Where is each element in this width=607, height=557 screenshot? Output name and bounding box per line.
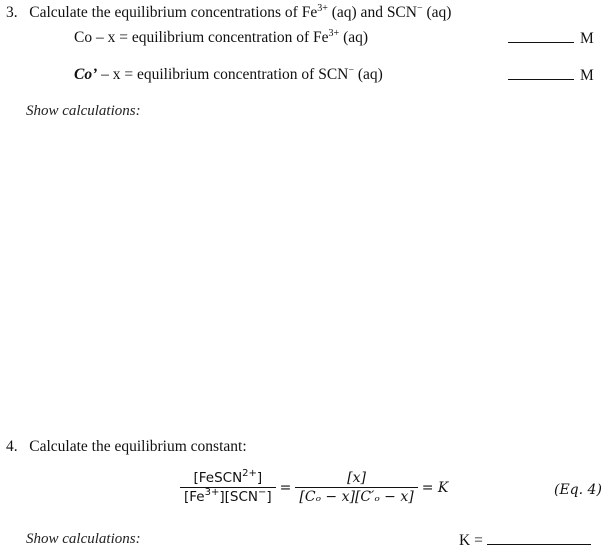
scn-unit: M xyxy=(580,67,594,84)
k-answer-blank[interactable] xyxy=(487,531,591,545)
fraction-denominator: $[Fe^{3+}][SCN^-]$ xyxy=(180,487,276,505)
fe-charge: 3+ xyxy=(317,3,328,14)
concentration-fraction xyxy=(180,470,276,505)
x-fraction xyxy=(295,470,417,505)
co-prime-label: Co’ xyxy=(74,66,98,83)
fe-answer-field[interactable] xyxy=(508,29,594,48)
scn-answer-blank[interactable] xyxy=(508,66,574,80)
scn-answer-field[interactable] xyxy=(508,66,594,85)
equals-sign: = xyxy=(279,479,292,496)
question-text-mid: (aq) and SCN xyxy=(327,4,417,21)
scn-charge: − xyxy=(416,3,423,14)
question-text: Calculate the equilibrium constant: xyxy=(29,438,247,455)
question-number: 3. xyxy=(6,4,18,21)
fe-line-suffix: (aq) xyxy=(339,29,369,46)
scn-equilibrium-line xyxy=(74,66,383,84)
question-text-end: (aq) xyxy=(422,4,452,21)
question-4-heading xyxy=(6,438,247,456)
fe-answer-blank[interactable] xyxy=(508,29,574,43)
fe-unit: M xyxy=(580,30,594,47)
k-rhs: = K xyxy=(421,479,449,496)
k-label: K = xyxy=(459,532,483,549)
fe-line-charge: 3+ xyxy=(328,28,340,39)
scn-line-text: – x = equilibrium concentration of SCN xyxy=(97,66,349,83)
question-3-heading xyxy=(6,4,451,22)
equilibrium-equation xyxy=(180,470,448,505)
question-number: 4. xyxy=(6,438,18,455)
question-text: Calculate the equilibrium concentrations of Fe xyxy=(29,4,318,21)
k-answer-field[interactable] xyxy=(459,531,591,550)
equation-label: (Eq. 4) xyxy=(554,482,602,498)
fe-equilibrium-line xyxy=(74,29,368,47)
x-numerator: [x] xyxy=(347,470,366,486)
fe-line-text: Co – x = equilibrium concentration of Fe xyxy=(74,29,329,46)
fraction-numerator: [FeSCN$^{2+}$] xyxy=(193,468,263,486)
scn-line-charge: − xyxy=(348,65,354,76)
q3-show-calculations: Show calculations: xyxy=(26,103,141,119)
q4-show-calculations: Show calculations: xyxy=(26,531,141,547)
x-denominator: [Cₒ − x][C′ₒ − x] xyxy=(295,487,417,505)
scn-line-suffix: (aq) xyxy=(354,66,383,83)
